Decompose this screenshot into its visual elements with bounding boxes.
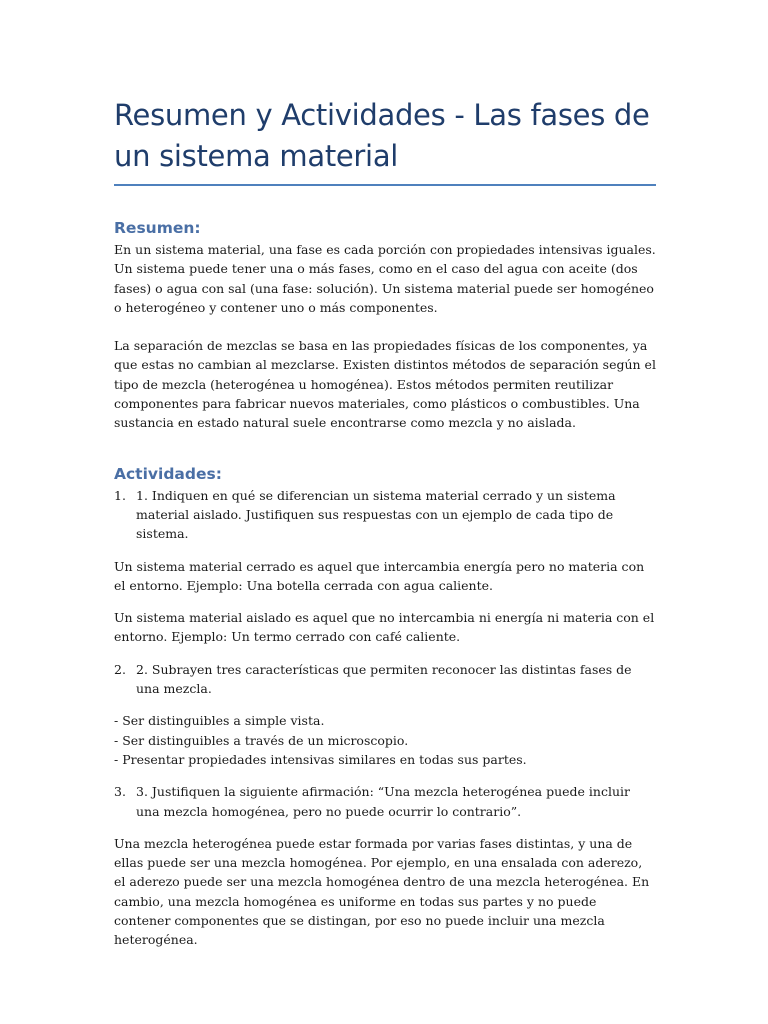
activity-number: 1. (114, 487, 126, 503)
actividades-heading: Actividades: (114, 464, 222, 483)
resumen-paragraph-2: La separación de mezclas se basa en las propiedades físicas de los componentes, ya que estas no cambian al mezclarse. Existen distintos métodos de separación según el tipo de mezcla (heterogénea u homogénea). Estos métodos permiten reutilizar componentes para fabricar nuevos materiales, como plásticos o combustibles. Una sustancia en estado natural suele encontrarse como mezcla y no aislada. (114, 338, 656, 431)
resumen-paragraph-1: En un sistema material, una fase es cada porción con propiedades intensivas iguales. Un sistema puede tener una o más fases, como en el caso del agua con aceite (dos fases) o agua con sal (una fase: solución). Un sistema material puede ser homogéneo o heterogéneo y contener uno o más componentes. (114, 242, 656, 315)
activity-question: 3. Justifiquen la siguiente afirmación: “Una mezcla heterogénea puede incluir una mezcla homogénea, pero no puede ocurrir lo contrario”. (136, 784, 630, 819)
activity-answer: Un sistema material aislado es aquel que no intercambia ni energía ni materia con el entorno. Ejemplo: Un termo cerrado con café caliente. (114, 610, 655, 645)
activity-question: 2. Subrayen tres características que permiten reconocer las distintas fases de una mezcla. (136, 661, 632, 697)
activity-item-1 (114, 486, 656, 544)
activity-question: 1. Indiquen en qué se diferencian un sistema material cerrado y un sistema material aislado. Justifiquen sus respuestas con un ejemplo de cada tipo de sistema. (136, 487, 616, 542)
resumen-heading: Resumen: (114, 219, 201, 237)
list-item: - Ser distinguibles a través de un microscopio. (114, 732, 409, 748)
document-title: Resumen y Actividades - Las fases de un sistema material (114, 98, 650, 173)
activity-answer: Un sistema material cerrado es aquel que intercambia energía pero no materia con el entorno. Ejemplo: Una botella cerrada con agua caliente. (114, 558, 645, 593)
document-page (114, 95, 656, 950)
title-divider (114, 184, 656, 186)
activity-bullet-list (114, 711, 656, 769)
activity-answer: Una mezcla heterogénea puede estar formada por varias fases distintas, y una de ellas puede ser una mezcla homogénea. Por ejemplo, en una ensalada con aderezo, el aderezo puede ser una mezcla homogénea dentro de una mezcla heterogénea. En cambio, una mezcla homogénea es uniforme en todas sus partes y no puede contener componentes que se distingan, por eso no puede incluir una mezcla heterogénea. (114, 835, 650, 948)
list-item: - Ser distinguibles a simple vista. (114, 713, 325, 729)
list-item: - Presentar propiedades intensivas similares en todas sus partes. (114, 751, 527, 767)
activity-number: 2. (114, 661, 126, 677)
activity-item-2 (114, 660, 656, 699)
activity-item-3 (114, 782, 656, 821)
activity-number: 3. (114, 784, 126, 800)
